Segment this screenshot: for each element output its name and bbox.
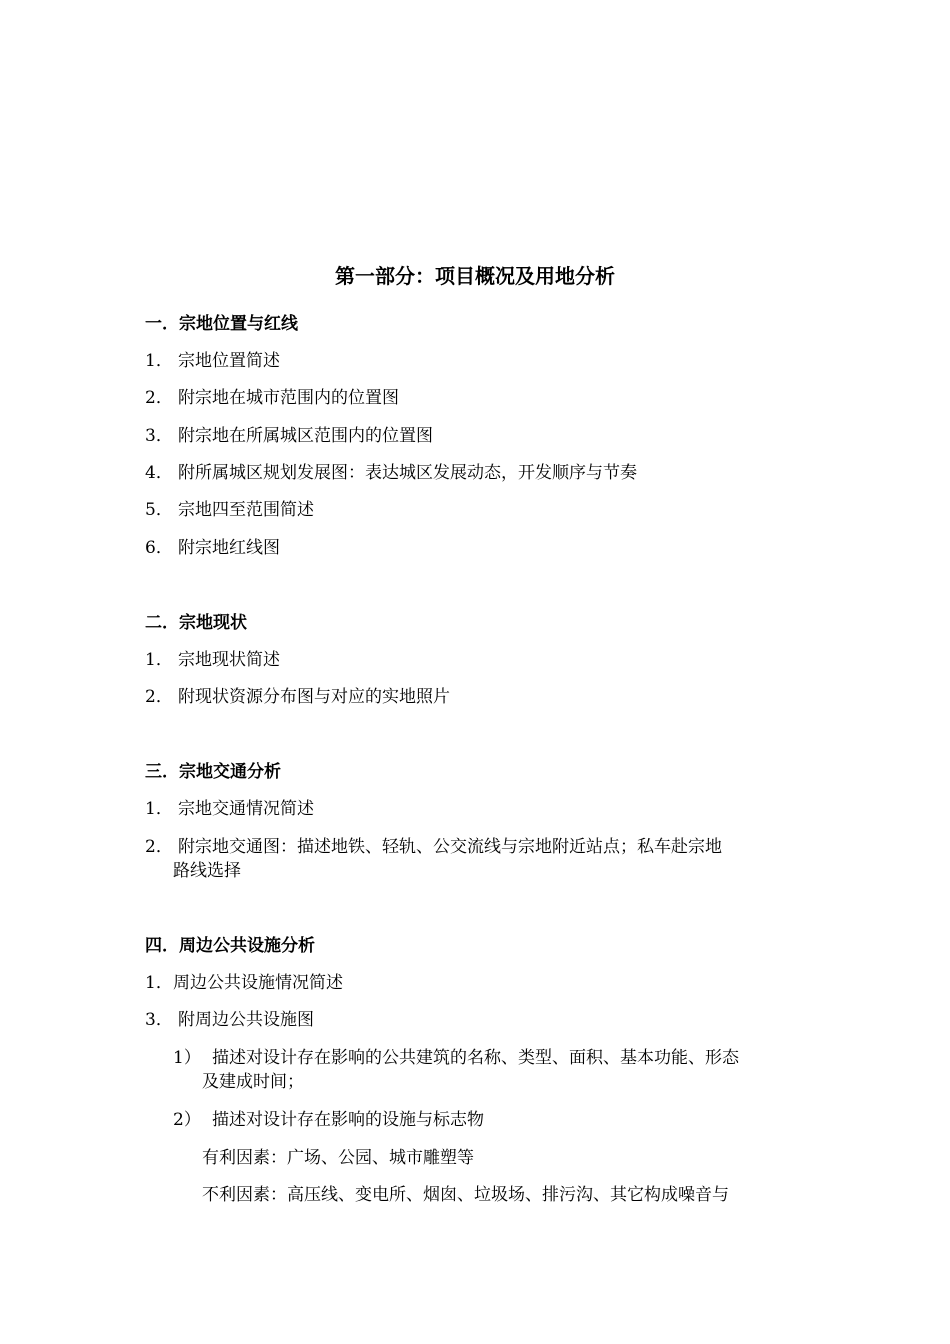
item-number: 1． (145, 973, 173, 993)
item-number: 2． (145, 388, 173, 408)
item-number: 4． (145, 463, 173, 483)
list-item (145, 424, 433, 449)
list-item (145, 461, 637, 486)
item-text: 宗地位置简述 (178, 351, 280, 371)
item-text: 附宗地在所属城区范围内的位置图 (178, 426, 433, 446)
item-number: 1． (145, 799, 173, 819)
item-text: 附所属城区规划发展图：表达城区发展动态，开发顺序与节奏 (178, 463, 637, 483)
item-text: 附周边公共设施图 (178, 1010, 314, 1030)
section-heading: 三．宗地交通分析 (145, 762, 281, 782)
item-text: 宗地四至范围简述 (178, 500, 314, 520)
item-text: 附现状资源分布图与对应的实地照片 (178, 687, 450, 707)
item-text: 宗地交通情况简述 (178, 799, 314, 819)
list-item (145, 536, 280, 561)
item-number: 3． (145, 1010, 173, 1030)
item-number: 2） (173, 1110, 201, 1130)
factor-line: 不利因素：高压线、变电所、烟囱、垃圾场、排污沟、其它构成噪音与 (202, 1185, 729, 1205)
list-item (145, 1008, 314, 1033)
item-number: 2． (145, 687, 173, 707)
sub-list-item-continuation: 及建成时间； (202, 1072, 304, 1092)
list-item (145, 386, 399, 411)
factor-line: 有利因素：广场、公园、城市雕塑等 (202, 1148, 474, 1168)
item-text: 周边公共设施情况简述 (173, 973, 343, 993)
list-item (145, 648, 280, 673)
section-heading: 一．宗地位置与红线 (145, 314, 298, 334)
page-title: 第一部分：项目概况及用地分析 (335, 264, 615, 288)
item-text: 附宗地交通图：描述地铁、轻轨、公交流线与宗地附近站点；私车赴宗地 (178, 837, 722, 857)
item-text: 描述对设计存在影响的公共建筑的名称、类型、面积、基本功能、形态 (212, 1048, 739, 1068)
list-item (145, 835, 722, 860)
list-item (145, 685, 450, 710)
sub-list-item (173, 1108, 484, 1133)
item-number: 3． (145, 426, 173, 446)
item-number: 1． (145, 351, 173, 371)
list-item (145, 797, 314, 822)
item-text: 附宗地在城市范围内的位置图 (178, 388, 399, 408)
list-item (145, 498, 314, 523)
item-number: 2． (145, 837, 173, 857)
item-number: 1） (173, 1048, 201, 1068)
sub-list-item (173, 1046, 739, 1071)
list-item (145, 349, 280, 374)
item-text: 描述对设计存在影响的设施与标志物 (212, 1110, 484, 1130)
item-text: 附宗地红线图 (178, 538, 280, 558)
item-text: 宗地现状简述 (178, 650, 280, 670)
list-item-continuation: 路线选择 (173, 861, 241, 881)
item-number: 6． (145, 538, 173, 558)
item-number: 1． (145, 650, 173, 670)
section-heading: 四．周边公共设施分析 (145, 936, 315, 956)
item-number: 5． (145, 500, 173, 520)
list-item (145, 971, 343, 996)
section-heading: 二．宗地现状 (145, 613, 247, 633)
